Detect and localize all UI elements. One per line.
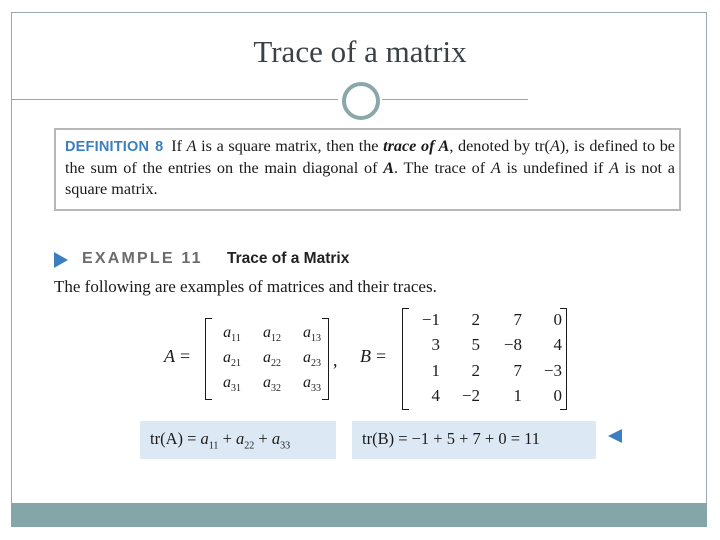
definition-text-part: ), is defined to be the sum of the entries on the main diagonal of [65, 137, 675, 177]
matrix-a-cell: $a_{11}$ [223, 324, 241, 345]
matrix-b-name: B [360, 346, 371, 366]
math-symbol: A [383, 159, 395, 177]
matrix-b-cell: −2 [461, 386, 480, 405]
matrix-b-cell: 0 [553, 310, 562, 329]
matrix-a-cell: $a_{12}$ [263, 324, 281, 345]
math-symbol: A [490, 159, 501, 177]
trace-b-formula: tr(B) = −1 + 5 + 7 + 0 = 11 [362, 429, 541, 448]
matrix-b-cell: 1 [513, 386, 522, 405]
matrix-a-cell: $a_{21}$ [223, 349, 241, 370]
matrix-b-cell: 3 [431, 335, 440, 354]
trace-a-box [140, 421, 336, 459]
matrix-a-cell: $a_{13}$ [303, 324, 321, 345]
equals-sign: = [376, 346, 387, 366]
example-title: Trace of a Matrix [227, 250, 350, 267]
end-of-example-arrow-icon [608, 429, 622, 443]
example-intro: The following are examples of matrices and their traces. [54, 277, 437, 296]
definition-number: 8 [155, 139, 164, 155]
math-symbol: A [609, 159, 620, 177]
matrix-b-cell: 2 [471, 310, 480, 329]
title-divider-right [382, 99, 528, 100]
definition-text-part: is not a square matrix. [65, 159, 675, 198]
equals-sign: = [180, 346, 191, 366]
matrix-a-left-bracket [205, 318, 212, 400]
title-circle-ornament [342, 82, 380, 120]
title-divider-left [11, 99, 338, 100]
matrix-a-cell: $a_{33}$ [303, 374, 321, 395]
definition-text-part: . The trace of [394, 159, 491, 177]
definition-text-part: is undefined if [500, 159, 610, 177]
matrix-a-cell: $a_{22}$ [263, 349, 281, 370]
matrix-b-cell: 4 [431, 386, 440, 405]
matrix-b-cell: 7 [513, 361, 522, 380]
matrix-b-cell: 1 [431, 361, 440, 380]
math-symbol: A [186, 137, 197, 155]
math-symbol: A [549, 137, 560, 155]
matrix-a-cell: $a_{23}$ [303, 349, 321, 370]
matrix-b-left-bracket [402, 308, 409, 410]
matrix-b-cell: −8 [503, 335, 522, 354]
matrix-b-cell: 7 [513, 310, 522, 329]
matrix-b-cell: −3 [543, 361, 562, 380]
definition-term: trace of A [383, 137, 450, 155]
trace-a-formula: $tr(A) = a_{11} + a_{22} + a_{33}$ [150, 429, 291, 452]
definition-text-part: If [171, 137, 187, 155]
trace-b-box [352, 421, 596, 459]
matrix-b-cell: 5 [471, 335, 480, 354]
matrix-b-cell: 0 [553, 386, 562, 405]
example-label: EXAMPLE 11 [82, 250, 203, 267]
definition-text [65, 136, 675, 200]
definition-label: DEFINITION [65, 139, 150, 155]
slide-title: Trace of a matrix [253, 34, 467, 69]
matrix-b-cell: −1 [421, 310, 440, 329]
matrix-a-name: A [164, 346, 175, 366]
matrix-a-cell: $a_{32}$ [263, 374, 281, 395]
matrix-b-cell: 4 [553, 335, 562, 354]
matrix-b-cell: 2 [471, 361, 480, 380]
bottom-theme-bar [11, 503, 707, 527]
definition-box [54, 128, 681, 211]
matrix-a-cell: $a_{31}$ [223, 374, 241, 395]
definition-text-part: , denoted by tr( [449, 137, 550, 155]
play-arrow-icon [54, 252, 68, 268]
definition-text-part: is a square matrix, then the [196, 137, 384, 155]
comma: , [333, 350, 338, 370]
